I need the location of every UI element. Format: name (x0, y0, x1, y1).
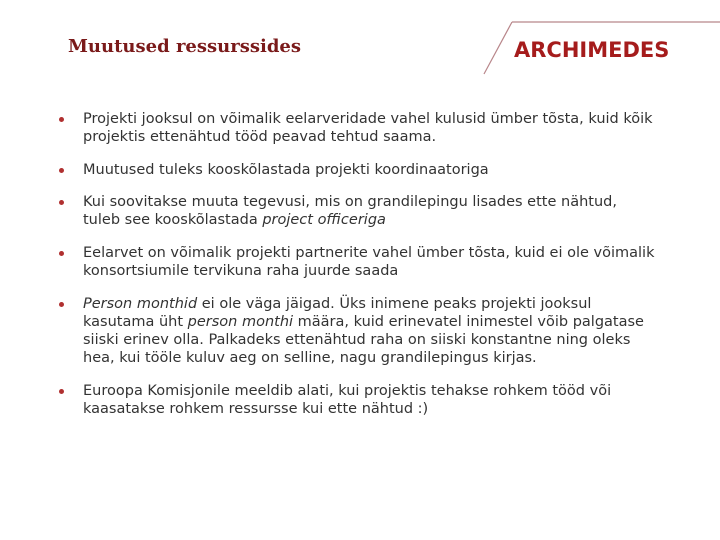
bullet-item (56, 161, 656, 179)
bullet-text-italic: Person monthid (83, 296, 198, 312)
archimedes-logo (478, 18, 720, 78)
bullet-text: Kui soovitakse muuta tegevusi, mis on grandilepingu lisades ette nähtud, tuleb see kooskõlastada (83, 194, 617, 228)
bullet-item (56, 193, 656, 229)
bullet-list (56, 110, 656, 433)
bullet-text: Euroopa Komisjonile meeldib alati, kui projektis tehakse rohkem tööd või kaasatakse rohkem ressursse kui ette nähtud :) (83, 383, 612, 417)
bullet-item (56, 110, 656, 146)
bullet-text: ei ole väga jäigad. Üks inimene peaks projekti jooksul kasutama üht (83, 296, 592, 330)
bullet-text: Muutused tuleks kooskõlastada projekti koordinaatoriga (83, 162, 489, 178)
slide-title: Muutused ressurssides (68, 36, 301, 57)
bullet-item (56, 295, 656, 367)
bullet-text: Projekti jooksul on võimalik eelarveridade vahel kulusid ümber tõsta, kuid kõik projektis ettenähtud tööd peavad tehtud saama. (83, 111, 653, 145)
bullet-text: Eelarvet on võimalik projekti partnerite vahel ümber tõsta, kuid ei ole võimalik konsortsiumile tervikuna raha juurde saada (83, 245, 655, 279)
logo-text: ARCHIMEDES (514, 38, 670, 62)
bullet-item (56, 382, 656, 418)
bullet-text: määra, kuid erinevatel inimestel võib palgatase siiski erinev olla. Palkadeks ettenähtud raha on siiski konstantne ning oleks hea, kui tööle kuluv aeg on selline, nagu grandilepingus kirjas. (83, 314, 644, 366)
bullet-text-italic: project officeriga (262, 212, 386, 228)
bullet-text-italic: person monthi (187, 314, 294, 330)
bullet-item (56, 244, 656, 280)
